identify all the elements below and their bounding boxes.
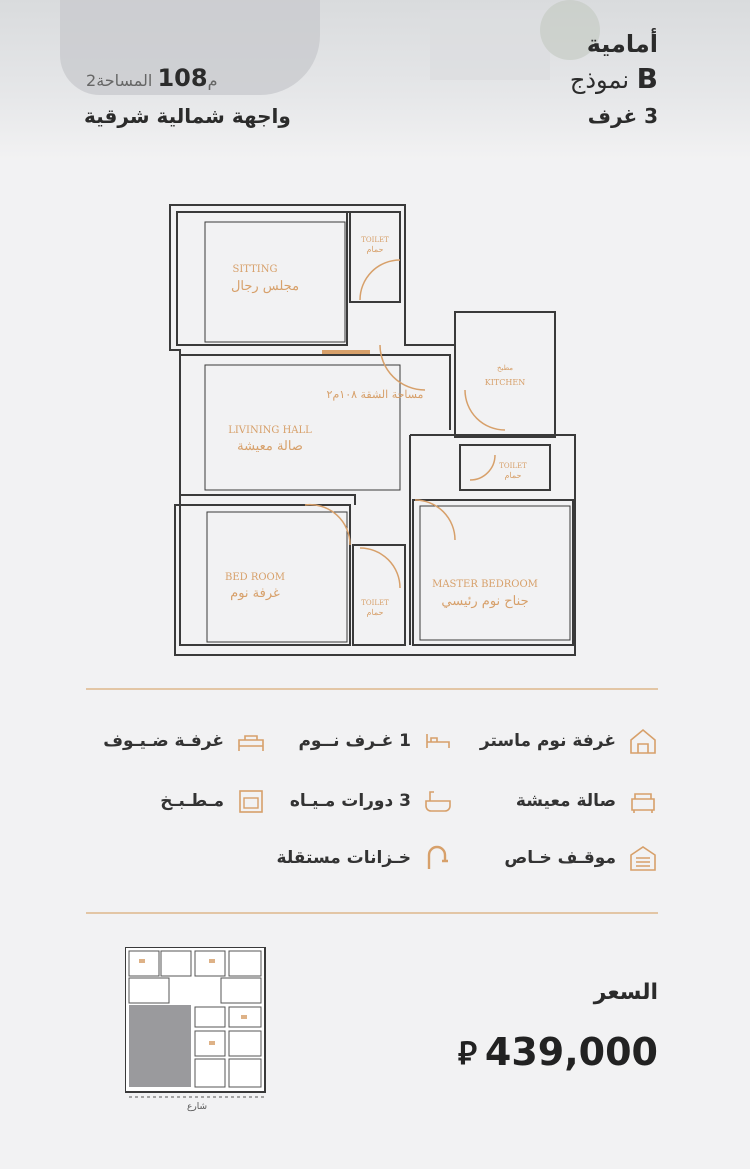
page-title: أمامية [586, 30, 658, 58]
street-label: شارع [187, 1102, 207, 1112]
floor-plan [165, 200, 585, 665]
shelf-image [430, 10, 550, 80]
room-master-ar: جناح نوم رئيسي [441, 594, 529, 609]
model-letter: B [636, 62, 658, 95]
feature-bedroom [298, 726, 453, 756]
price-label: السعر [593, 980, 658, 1005]
feature-master-bedroom-label: غرفة نوم ماستر [479, 731, 616, 751]
feature-tanks [277, 843, 453, 873]
room-toilet3-ar: حمام [366, 608, 384, 617]
room-toilet2-en: TOILET [499, 462, 527, 470]
feature-bathrooms-label: 3 دورات مـيـاه [289, 791, 411, 811]
feature-parking-label: موقـف خـاص [504, 848, 616, 868]
area-value: 108 [157, 64, 208, 92]
feature-guest-room-label: غرفـة ضـيـوف [103, 731, 224, 751]
sofa-icon [628, 786, 658, 816]
room-sitting-ar: مجلس رجال [230, 279, 300, 294]
model-label [570, 62, 658, 95]
room-kitchen-ar: مطبخ [496, 364, 514, 372]
room-sitting-en: SITTING [232, 264, 278, 275]
feature-living-hall [516, 786, 658, 816]
room-bed-ar: غرفة نوم [230, 586, 280, 601]
price-value: 439,000 [484, 1030, 658, 1074]
guest-bed-icon [236, 726, 266, 756]
area-block [86, 64, 217, 92]
divider-bottom [86, 912, 658, 914]
room-toilet2-ar: حمام [504, 471, 522, 480]
feature-master-bedroom [480, 726, 658, 756]
feature-bathrooms [290, 786, 453, 816]
area-unit: 2م [86, 71, 218, 90]
model-prefix: نموذج [569, 66, 630, 94]
faucet-icon [423, 843, 453, 873]
feature-tanks-label: خـزانات مستقلة [276, 848, 411, 868]
site-plan-thumbnail [125, 947, 270, 1112]
house-icon [628, 726, 658, 756]
divider-top [86, 688, 658, 690]
feature-bedroom-label: 1 غـرف نــوم [298, 731, 411, 751]
garage-icon [628, 843, 658, 873]
riyal-icon: ⃁ [457, 1034, 477, 1072]
facade-text: واجهة شمالية شرقية [84, 104, 291, 128]
feature-kitchen-label: مـطـبـخ [160, 791, 224, 811]
room-living-en: LIVINING HALL [228, 425, 312, 436]
room-toilet1-ar: حمام [366, 245, 384, 254]
feature-living-hall-label: صالة معيشة [515, 791, 616, 811]
bed-icon [423, 726, 453, 756]
area-label: المساحة [96, 71, 153, 90]
room-toilet1-en: TOILET [361, 236, 389, 244]
room-master-en: MASTER BEDROOM [432, 579, 538, 590]
bathtub-icon [423, 786, 453, 816]
room-kitchen-en: KITCHEN [484, 378, 526, 387]
rooms-count: 3 غرف [587, 104, 658, 128]
feature-parking [504, 843, 658, 873]
oven-icon [236, 786, 266, 816]
price [458, 1030, 658, 1074]
room-toilet3-en: TOILET [361, 599, 389, 607]
feature-guest-room [103, 726, 266, 756]
room-living-ar: صالة معيشة [237, 439, 303, 454]
room-bed-en: BED ROOM [224, 572, 286, 583]
feature-kitchen [160, 786, 266, 816]
apartment-area: مساحة الشقة ١٠٨م٢ [326, 388, 424, 401]
